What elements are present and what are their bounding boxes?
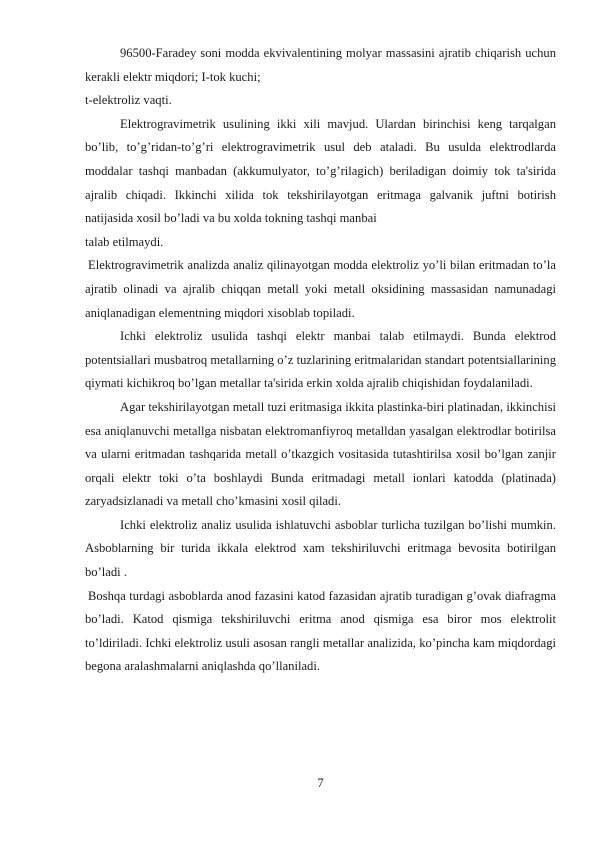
- paragraph-electrogravimetric-types: Elektrogravimetrik usulining ikki xili mavjud. Ulardan birinchisi keng tarqalgan bo’lib, to’g’ridan-to’g’ri elektrogravimetrik usul deb ataladi. Bu usulda elektrodlarda moddalar tashqi manbadan (akkumulyator, to’g’rilagich) beriladigan doimiy tok ta'sirida ajralib chiqadi. Ikkinchi xilida tok tekshirilayotgan eritmaga galvanik juftni botirish natijasida xosil bo’ladi va bu xolda tokning tashqi manbai: [85, 116, 556, 226]
- page-number: 7: [317, 776, 324, 790]
- paragraph-diaphragm: Boshqa turdagi asboblarda anod fazasini katod fazasidan ajratib turadigan g’ovak diafragma bo’ladi. Katod qismiga tekshiriluvchi eritma anod qismiga esa biror mos elektrolit to’ldiriladi. Ichki elektroliz usuli asosan rangli metallar analizida, ko’pincha kam miqdordagi begona aralashmalarni aniqlashda qo’llaniladi.: [85, 588, 556, 674]
- paragraph-instruments: Ichki elektroliz analiz usulida ishlatuvchi asboblar turlicha tuzilgan bo’lishi mumkin. Asboblarning bir turida ikkala elektrod xam tekshiriluvchi eritmaga bevosita botirilgan bo’ladi .: [85, 517, 556, 580]
- document-body: [85, 42, 556, 679]
- paragraph-time-definition: t-elektroliz vaqti.: [85, 93, 172, 108]
- paragraph-internal-electrolysis: Ichki elektroliz usulida tashqi elektr manbai talab etilmaydi. Bunda elektrod potentsiallari musbatroq metallarning o’z tuzlarining eritmalaridan standart potentsiallarining qiymati kichikroq bo’lgan metallar ta'sirida erkin xolda ajralib chiqishidan foydalaniladi.: [85, 329, 556, 391]
- paragraph-electrogravimetric-analysis: Elektrogravimetrik analizda analiz qilinayotgan modda elektroliz yo’li bilan eritmadan to’la ajratib olinadi va ajralib chiqqan metall yoki metall oksidining massasidan namunadagi aniqlanadigan elementning miqdori xisoblab topiladi.: [85, 258, 556, 320]
- paragraph-faraday-definition: 96500-Faradey soni modda ekvivalentining molyar massasini ajratib chiqarish uchun kerakli elektr miqdori; I-tok kuchi;: [85, 46, 556, 84]
- paragraph-no-external-source: talab etilmaydi.: [85, 234, 164, 249]
- paragraph-platinum-plates: Agar tekshirilayotgan metall tuzi eritmasiga ikkita plastinka-biri platinadan, ikkinchisi esa aniqlanuvchi metallga nisbatan elektromanfiyroq metalldan yasalgan elektrodlar botirilsa va ularni eritmadan tashqarida metall o’tkazgich vositasida tutashtirilsa xosil bo’lgan zanjir orqali elektr toki o’ta boshlaydi Bunda eritmadagi metall ionlari katodda (platinada) zaryadsizlanadi va metall cho’kmasini xosil qiladi.: [85, 399, 556, 509]
